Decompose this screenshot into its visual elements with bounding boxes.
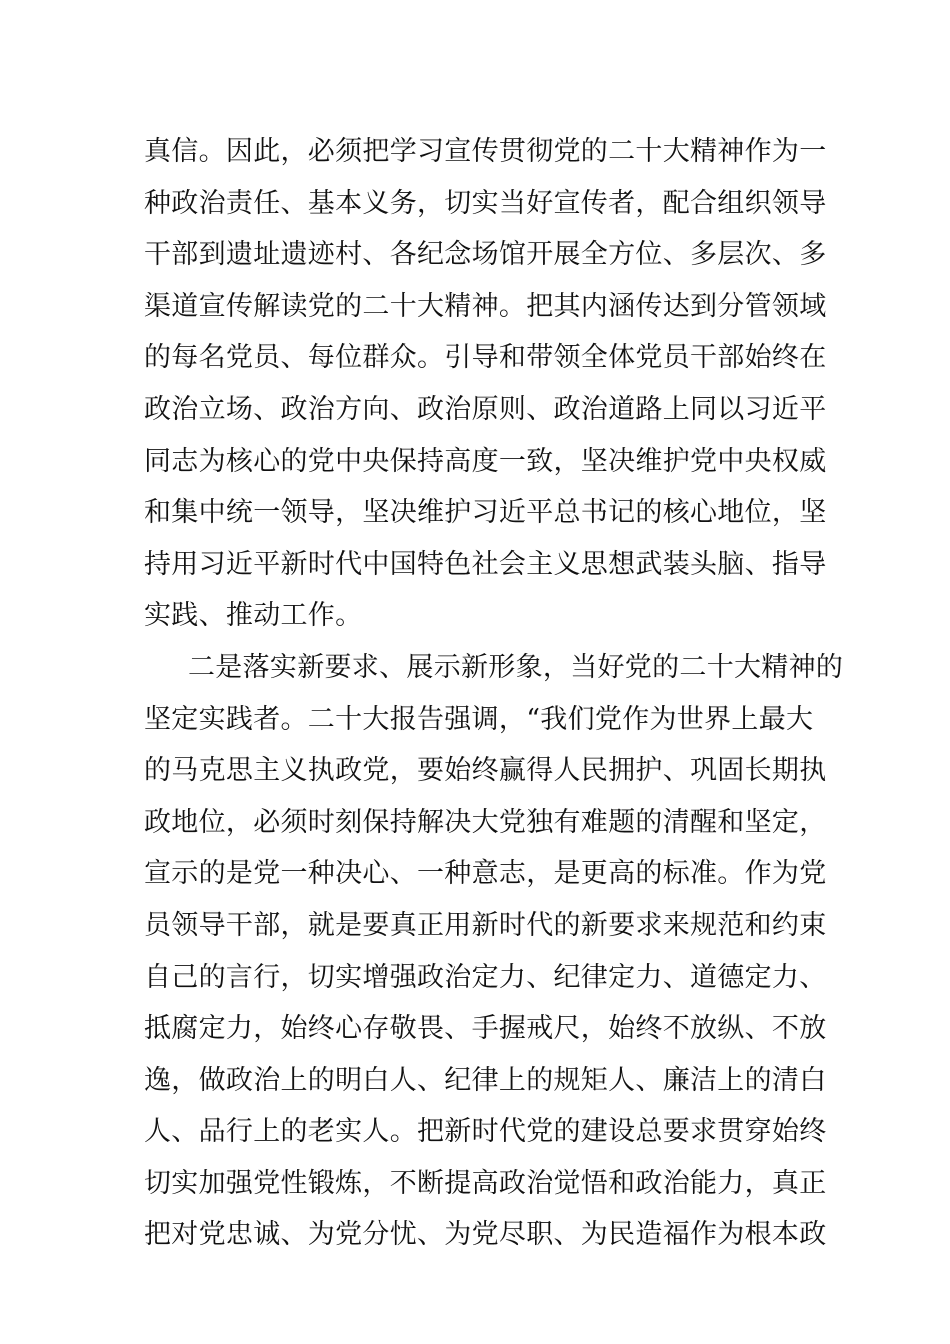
text-line: 人、品行上的老实人。把新时代党的建设总要求贯穿始终 — [144, 1116, 827, 1148]
text-line: 实践、推动工作。 — [144, 600, 363, 632]
text-line: 宣示的是党一种决心、一种意志，是更高的标准。作为党 — [144, 858, 827, 890]
text-line: 抵腐定力，始终心存敬畏、手握戒尺，始终不放纵、不放 — [144, 1013, 827, 1045]
text-line: 渠道宣传解读党的二十大精神。把其内涵传达到分管领域 — [144, 290, 827, 322]
body-text — [144, 126, 844, 1261]
text-line: 干部到遗址遗迹村、各纪念场馆开展全方位、多层次、多 — [144, 239, 827, 271]
paragraph-2 — [144, 642, 844, 1261]
text-line: 政治立场、政治方向、政治原则、政治道路上同以习近平 — [144, 393, 827, 425]
text-line: 持用习近平新时代中国特色社会主义思想武装头脑、指导 — [144, 548, 827, 580]
text-line: 真信。因此，必须把学习宣传贯彻党的二十大精神作为一 — [144, 136, 827, 167]
text-line: 二是落实新要求、展示新形象，当好党的二十大精神的 — [188, 651, 844, 683]
text-line: 同志为核心的党中央保持高度一致，坚决维护党中央权威 — [144, 445, 827, 477]
text-line: 逸，做政治上的明白人、纪律上的规矩人、廉洁上的清白 — [144, 1064, 827, 1096]
text-line: 和集中统一领导，坚决维护习近平总书记的核心地位，坚 — [144, 497, 827, 529]
text-line: 种政治责任、基本义务，切实当好宣传者，配合组织领导 — [144, 187, 827, 219]
text-line: 员领导干部，就是要真正用新时代的新要求来规范和约束 — [144, 909, 827, 941]
paragraph-1 — [144, 126, 827, 642]
text-line: 坚定实践者。二十大报告强调，“我们党作为世界上最大 — [144, 703, 814, 735]
text-line: 切实加强党性锻炼，不断提高政治觉悟和政治能力，真正 — [144, 1167, 827, 1199]
text-line: 的马克思主义执政党，要始终赢得人民拥护、巩固长期执 — [144, 755, 827, 787]
text-line: 政地位，必须时刻保持解决大党独有难题的清醒和坚定， — [144, 806, 827, 838]
text-line: 的每名党员、每位群众。引导和带领全体党员干部始终在 — [144, 342, 827, 374]
text-line: 自己的言行，切实增强政治定力、纪律定力、道德定力、 — [144, 961, 827, 993]
text-line: 把对党忠诚、为党分忧、为党尽职、为民造福作为根本政 — [144, 1219, 827, 1251]
